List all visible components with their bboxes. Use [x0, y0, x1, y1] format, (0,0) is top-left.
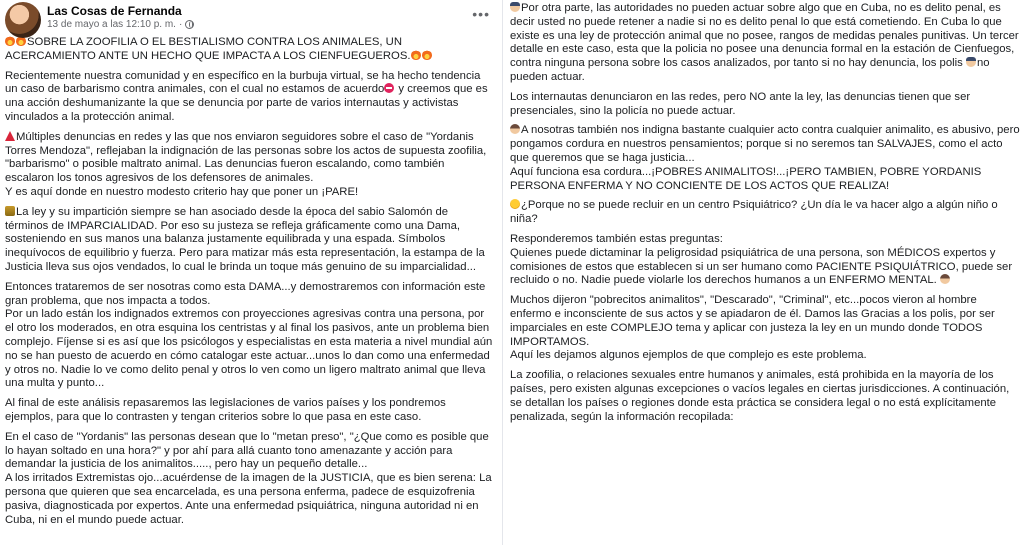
fire-icon [411, 50, 421, 60]
paragraph [5, 70, 494, 125]
text: y creemos que es una acción deshumanizante la que se denuncia por parte de varios internautas y activistas vinculados a la protección animal. [5, 83, 488, 123]
avatar[interactable] [5, 2, 41, 38]
paragraph: A los irritados Extremistas ojo...acuérdense de la imagen de la JUSTICIA, que es bien serena: La persona que quieren que sea encarcelada, es una persona enferma, padece de esquizofrenia pasiva, diagnosticada por expertos. Ante una enfermedad psiquiátrica, ninguna autoridad ni en Cuba, ni en el mundo puede actuar. [5, 472, 492, 526]
paragraph [510, 2, 1020, 85]
no-entry-icon [384, 83, 394, 93]
paragraph: Aquí les dejamos algunos ejemplos de que complejo es este problema. [510, 349, 867, 362]
text: La ley y su impartición siempre se han asociado desde la época del sabio Salomón de términos de IMPARCIALIDAD. Por eso su justeza se refleja gráficamente como una Dama, sosteniendo en sus manos una balanza justamente equilibrada y una espada. Símbolos inequívocos de equilibrio y fuerza. Pero para matizar más esta representación, la estampa de la Justicia lleva sus ojos vendados, lo cual le brinda un toque más genuino de su imparcialidad... [5, 205, 485, 273]
paragraph: Entonces trataremos de ser nosotras como esta DAMA...y demostraremos con información este gran problema, que nos impacta a todos. [5, 280, 486, 307]
text: Quienes puede dictaminar la peligrosidad psiquiátrica de una persona, son MÉDICOS expertos y comisiones de estos que establecen si un ser humano como PACIENTE PSIQUIÁTRICO, puede ser recluido o no. Nadie puede violarle los derechos humanos a un ENFERMO MENTAL. [510, 246, 1013, 287]
thinking-face-icon [510, 199, 520, 209]
paragraph: Muchos dijeron "pobrecitos animalitos", "Descarado", "Criminal", etc...pocos vieron al hombre enfermo e inconsciente de sus actos y se apiadaron de él. Damos las Gracias a los polis, por ser imparciales en este COMPLEJO tema y aplicar con justeza la ley en un mundo donde TODOS IMPORTAMOS. [510, 294, 995, 348]
woman-icon [940, 274, 950, 284]
post-body-right [510, 0, 1020, 424]
paragraph: En el caso de "Yordanis" las personas desean que lo "metan preso", "¿Que como es posible que lo hayan soltado en una hora?" y por ahí para allá cuanto tono amenazante y acción para demandar la justicia de los animalitos....., pero hay un pequeño detalle... [5, 430, 489, 471]
text: Múltiples denuncias en redes y las que nos enviaron seguidores sobre el caso de "Yordanis Torres Mendoza", reflejaban la indignación de las personas sobre los actos de supuesta zoofilia, "barbarismo" o posible maltrato animal. Las denuncias fueron escalando, como también escalaron los tonos agresivos de los defensores de animales. [5, 130, 487, 185]
text: A nosotras también nos indigna bastante cualquier acto contra cualquier animalito, es abusivo, pero pongamos cordura en nuestros pensamientos; porque si no seremos tan SALVAJES, como el acto que queremos que se haga justicia... [510, 124, 1020, 164]
right-column [508, 0, 1024, 545]
woman-icon [510, 124, 520, 134]
paragraph [5, 131, 494, 186]
paragraph: Aquí funciona esa cordura...¡POBRES ANIMALITOS!...¡PERO TAMBIEN, POBRE YORDANIS PERSONA ENFERMA Y NO CONCIENTE DE LOS ACTOS QUE REALIZA! [510, 165, 982, 192]
paragraph [510, 247, 1020, 288]
paragraph: Responderemos también estas preguntas: [510, 232, 723, 245]
paragraph: Los internautas denunciaron en las redes, pero NO ante la ley, las denuncias tienen que ser presenciales, sino la policía no puede actuar. [510, 90, 971, 117]
police-officer-icon [966, 57, 976, 67]
post-header [5, 2, 494, 36]
post-meta [47, 19, 194, 30]
text: Recientemente nuestra comunidad y en específico en la burbuja virtual, se ha hecho tendencia un caso de barbarismo contra animales, con el cual no estamos de acuerdo [5, 69, 481, 96]
post-date[interactable]: 13 de mayo a las 12:10 p. m. [47, 19, 176, 30]
author-name[interactable]: Las Cosas de Fernanda [47, 4, 182, 18]
post-title [5, 36, 494, 64]
text: no pueden actuar. [510, 57, 990, 83]
paragraph: La zoofilia, o relaciones sexuales entre humanos y animales, está prohibida en la mayoría de los países, pero existen algunas excepciones o vacíos legales en ciertas jurisdicciones. A continuación, se detallan los países o regiones donde esta práctica se considera legal o no está explícitamente penalizada, según la información recopilada: [510, 369, 1010, 423]
column-divider [502, 0, 503, 545]
post-body-left [5, 36, 494, 527]
paragraph: Al final de este análisis repasaremos las legislaciones de varios países y los pondremos ejemplos, para que lo contrasten y tengan criterios sobre lo que pasa en este caso. [5, 397, 446, 423]
paragraph [510, 199, 1020, 227]
warning-icon [5, 131, 15, 141]
more-options-icon[interactable]: ••• [472, 6, 490, 22]
paragraph [5, 206, 494, 275]
paragraph: Y es aquí donde en nuestro modesto criterio hay que poner un ¡PARE! [5, 185, 359, 198]
text: ¿Porque no se puede recluir en un centro Psiquiátrico? ¿Un día le va hacer algo a algún niño o niña? [510, 199, 998, 226]
police-officer-icon [510, 2, 520, 12]
text: Por otra parte, las autoridades no pueden actuar sobre algo que en Cuba, no es delito penal, es decir usted no puede retener a nadie si no es delito penal lo que está cometiendo. En Cuba lo que existe es una ley de protección animal que no posee, rangos de medidas penales punitivas. Un tercer detalle en este caso, esta que la policia no posee una denuncia formal en la estación de Cienfuegos, contra ninguna persona sobre los casos analizados, por tanto si no hay denuncia, los polis [510, 2, 1019, 70]
globe-icon [185, 20, 194, 29]
fire-icon [5, 36, 15, 46]
meta-separator: · [178, 19, 183, 30]
title-text: SOBRE LA ZOOFILIA O EL BESTIALISMO CONTRA LOS ANIMALES, UN ACERCAMIENTO ANTE UN HECHO QUE IMPACTA A LOS CIENFUEGUEROS. [5, 36, 411, 62]
paragraph: Por un lado están los indignados extremos con proyecciones agresivas contra una persona, por el otro los moderados, en otra esquina los centristas y al final los pasivos, ante un problema bien complejo. Fíjense si es así que los psicólogos y especialistas en esta materia a nivel mundial aún no se han puesto de acuerdo en cómo catalogar este actuar...unos lo dan como una enfermedad y otros no. Nadie lo ve como delito penal y otros lo ven como un ligero maltrato animal que lleva una multa y punto... [5, 308, 493, 390]
scales-icon [5, 206, 15, 216]
left-column [0, 0, 502, 545]
paragraph [510, 124, 1020, 165]
fire-icon [422, 50, 432, 60]
